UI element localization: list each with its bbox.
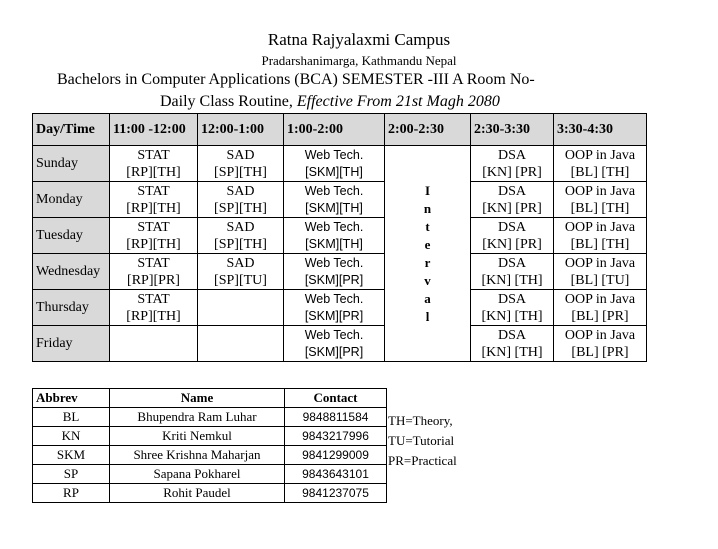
subject-name: OOP in Java <box>564 291 636 307</box>
abbrev-cell: KN <box>33 427 110 446</box>
teacher-type-code: [SKM][TH] <box>305 200 363 215</box>
class-cell <box>554 218 647 254</box>
class-cell <box>284 254 385 290</box>
class-cell <box>471 146 554 182</box>
subject-name: Web Tech. <box>304 147 364 162</box>
legend-item: TH=Theory, <box>388 413 453 428</box>
subject-name: SAD <box>226 219 255 235</box>
teacher-type-code: [SP][TU] <box>214 272 267 288</box>
subject-name: DSA <box>497 327 526 343</box>
subject-name: DSA <box>497 183 526 199</box>
day-cell: Monday <box>33 182 110 218</box>
teacher-type-code: [BL] [TH] <box>570 164 630 180</box>
interval-letter: I <box>424 182 431 198</box>
teacher-type-code: [SKM][PR] <box>304 344 364 359</box>
interval-letter: a <box>424 290 431 306</box>
teacher-type-code: [SKM][PR] <box>304 272 364 287</box>
campus-address: Pradarshanimarga, Kathmandu Nepal <box>261 53 457 68</box>
class-cell <box>554 182 647 218</box>
class-routine-table <box>32 113 647 362</box>
subject-name: DSA <box>497 255 526 271</box>
subject-name: SAD <box>226 255 255 271</box>
class-cell <box>198 326 284 362</box>
campus-name: Ratna Rajyalaxmi Campus <box>267 30 451 49</box>
interval-letter: v <box>424 272 431 288</box>
class-cell <box>284 290 385 326</box>
subject-name: OOP in Java <box>564 327 636 343</box>
class-cell <box>284 218 385 254</box>
class-cell <box>554 290 647 326</box>
header-name: Name <box>110 389 285 408</box>
routine-label: Daily Class Routine, <box>160 93 297 110</box>
teacher-type-code: [SKM][PR] <box>304 308 364 323</box>
teacher-type-code: [SP][TH] <box>214 164 267 180</box>
teacher-type-code: [KN] [PR] <box>482 200 542 216</box>
header-slot-5: 2:30-3:30 <box>471 114 554 146</box>
abbrev-cell: SP <box>33 465 110 484</box>
routine-row <box>33 290 647 326</box>
contact-cell: 9843217996 <box>285 427 387 446</box>
subject-name: DSA <box>497 291 526 307</box>
header-slot-break: 2:00-2:30 <box>385 114 471 146</box>
header-abbrev: Abbrev <box>33 389 110 408</box>
header-slot-1: 11:00 -12:00 <box>110 114 198 146</box>
class-cell <box>110 182 198 218</box>
subject-name: STAT <box>137 291 170 307</box>
class-cell <box>554 254 647 290</box>
abbreviation-row <box>33 427 387 446</box>
day-cell: Tuesday <box>33 218 110 254</box>
header-contact: Contact <box>285 389 387 408</box>
class-cell <box>284 326 385 362</box>
name-cell: Shree Krishna Maharjan <box>110 446 285 465</box>
day-cell: Wednesday <box>33 254 110 290</box>
class-cell <box>284 182 385 218</box>
teacher-type-code: [SKM][TH] <box>305 236 363 251</box>
class-cell <box>471 218 554 254</box>
teacher-type-code: [KN] [TH] <box>481 308 543 324</box>
class-cell <box>198 290 284 326</box>
subject-name: SAD <box>226 183 255 199</box>
day-cell: Thursday <box>33 290 110 326</box>
class-cell <box>554 146 647 182</box>
abbreviation-row <box>33 465 387 484</box>
teacher-type-code: [BL] [PR] <box>571 308 629 324</box>
subject-name: STAT <box>137 255 170 271</box>
header-day-time: Day/Time <box>33 114 110 146</box>
teacher-type-code: [SKM][TH] <box>305 164 363 179</box>
abbreviation-header-row <box>33 389 387 408</box>
header-slot-3: 1:00-2:00 <box>284 114 385 146</box>
teacher-type-code: [SP][TH] <box>214 236 267 252</box>
abbreviation-table <box>32 388 387 503</box>
class-cell <box>110 254 198 290</box>
teacher-type-code: [RP][TH] <box>126 200 181 216</box>
class-cell <box>198 182 284 218</box>
subject-name: Web Tech. <box>304 291 364 306</box>
name-cell: Rohit Paudel <box>110 484 285 503</box>
contact-cell: 9848811584 <box>285 408 387 427</box>
interval-cell <box>385 146 471 362</box>
abbrev-cell: SKM <box>33 446 110 465</box>
teacher-type-code: [KN] [TH] <box>481 272 543 288</box>
name-cell: Sapana Pokharel <box>110 465 285 484</box>
legend-item: PR=Practical <box>388 453 457 468</box>
teacher-type-code: [RP][PR] <box>127 272 180 288</box>
abbrev-cell: RP <box>33 484 110 503</box>
subject-name: Web Tech. <box>304 219 364 234</box>
day-cell: Friday <box>33 326 110 362</box>
day-cell: Sunday <box>33 146 110 182</box>
class-cell <box>198 146 284 182</box>
program-title: Bachelors in Computer Applications (BCA) SEMESTER -III A Room No- <box>57 71 535 88</box>
routine-row <box>33 218 647 254</box>
routine-row <box>33 254 647 290</box>
subject-name: DSA <box>497 147 526 163</box>
header-slot-6: 3:30-4:30 <box>554 114 647 146</box>
legend-item: TU=Tutorial <box>388 433 455 448</box>
interval-letter: t <box>425 218 430 234</box>
class-cell <box>110 290 198 326</box>
class-cell <box>471 254 554 290</box>
interval-letter: e <box>424 236 431 252</box>
teacher-type-code: [RP][TH] <box>126 236 181 252</box>
interval-letter: r <box>424 254 431 270</box>
subject-name: DSA <box>497 219 526 235</box>
routine-row <box>33 146 647 182</box>
subject-name: OOP in Java <box>564 183 636 199</box>
subject-name: STAT <box>137 183 170 199</box>
subject-name: SAD <box>226 147 255 163</box>
teacher-type-code: [KN] [TH] <box>481 344 543 360</box>
class-cell <box>110 326 198 362</box>
subject-name: Web Tech. <box>304 255 364 270</box>
teacher-type-code: [RP][TH] <box>126 308 181 324</box>
contact-cell: 9841237075 <box>285 484 387 503</box>
class-cell <box>284 146 385 182</box>
class-cell <box>471 326 554 362</box>
class-cell <box>110 146 198 182</box>
routine-row <box>33 326 647 362</box>
class-cell <box>110 218 198 254</box>
contact-cell: 9841299009 <box>285 446 387 465</box>
teacher-type-code: [RP][TH] <box>126 164 181 180</box>
subject-name: OOP in Java <box>564 255 636 271</box>
teacher-type-code: [BL] [PR] <box>571 344 629 360</box>
teacher-type-code: [KN] [PR] <box>482 164 542 180</box>
name-cell: Bhupendra Ram Luhar <box>110 408 285 427</box>
subject-name: OOP in Java <box>564 219 636 235</box>
interval-letter: n <box>423 200 432 216</box>
teacher-type-code: [BL] [TH] <box>570 236 630 252</box>
header-slot-2: 12:00-1:00 <box>198 114 284 146</box>
teacher-type-code: [BL] [TU] <box>570 272 630 288</box>
abbreviation-row <box>33 446 387 465</box>
routine-header-row <box>33 114 647 146</box>
abbreviation-row <box>33 484 387 503</box>
name-cell: Kriti Nemkul <box>110 427 285 446</box>
interval-letter: l <box>425 308 430 324</box>
teacher-type-code: [SP][TH] <box>214 200 267 216</box>
class-cell <box>554 326 647 362</box>
subject-name: STAT <box>137 147 170 163</box>
abbreviation-row <box>33 408 387 427</box>
effective-date: Effective From 21st Magh 2080 <box>296 93 500 110</box>
routine-title <box>160 93 500 111</box>
teacher-type-code: [BL] [TH] <box>570 200 630 216</box>
legend <box>388 411 457 471</box>
subject-name: OOP in Java <box>564 147 636 163</box>
subject-name: Web Tech. <box>304 327 364 342</box>
class-cell <box>198 254 284 290</box>
subject-name: Web Tech. <box>304 183 364 198</box>
teacher-type-code: [KN] [PR] <box>482 236 542 252</box>
subject-name: STAT <box>137 219 170 235</box>
contact-cell: 9843643101 <box>285 465 387 484</box>
class-cell <box>198 218 284 254</box>
routine-row <box>33 182 647 218</box>
abbrev-cell: BL <box>33 408 110 427</box>
class-cell <box>471 182 554 218</box>
class-cell <box>471 290 554 326</box>
